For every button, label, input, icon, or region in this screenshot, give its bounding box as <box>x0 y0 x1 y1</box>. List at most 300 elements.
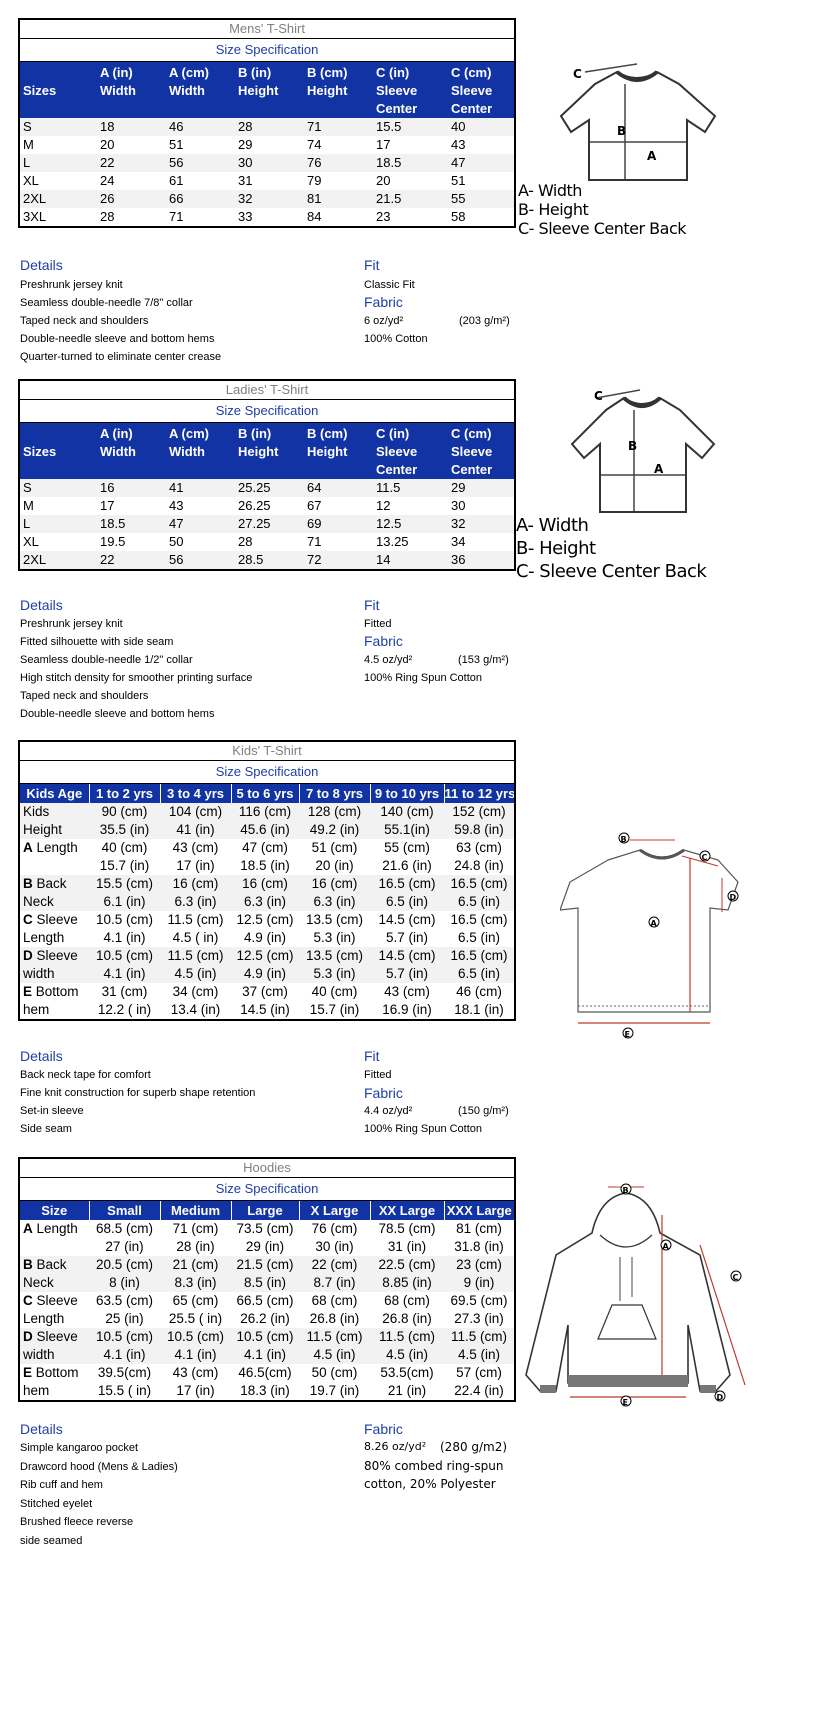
hoodies-fabric-material-2: cotton, 20% Polyester <box>364 1477 496 1491</box>
mens-header-a-in: A (in) Width <box>97 62 166 119</box>
mens-header-a-cm: A (cm) Width <box>166 62 235 119</box>
hoodies-cell: 27.3 (in) <box>454 1311 504 1326</box>
hoodies-row-label <box>19 1238 89 1256</box>
mens-cell: 26 <box>97 190 166 208</box>
table-row <box>19 875 515 893</box>
kids-row-label <box>19 983 89 1001</box>
ladies-diagram-label-b: B <box>628 439 638 453</box>
ladies-cell: 64 <box>304 479 373 497</box>
hoodies-cell: 26.8 (in) <box>309 1311 360 1326</box>
kids-cell: 16.5 (cm) <box>444 875 515 893</box>
mens-cell: M <box>23 137 34 152</box>
ladies-legend-a: A- Width <box>516 515 589 536</box>
kids-header-cell: 5 to 6 yrs <box>231 784 299 804</box>
kids-cell: 49.2 (in) <box>299 821 370 839</box>
mens-legend-c: C- Sleeve Center Back <box>518 219 686 238</box>
ladies-cell: M <box>23 498 34 513</box>
mens-cell: 3XL <box>23 209 47 224</box>
kids-cell: 13.4 (in) <box>170 1002 221 1017</box>
mens-cell: 58 <box>451 209 466 224</box>
ladies-detail-5: Taped neck and shoulders <box>20 690 149 702</box>
kids-cell: 40 (cm) <box>311 984 358 999</box>
hoodies-row-label <box>19 1310 89 1328</box>
kids-cell: 18.1 (in) <box>454 1002 504 1017</box>
kids-cell: 90 (cm) <box>89 803 160 821</box>
hoodies-header-cell: X Large <box>299 1201 370 1221</box>
ladies-diagram-label-c: C <box>594 389 603 403</box>
kids-detail-1: Back neck tape for comfort <box>20 1069 151 1081</box>
hoodies-cell: 4.1 (in) <box>160 1346 231 1364</box>
mens-cell: 74 <box>307 137 322 152</box>
kids-cell: 45.6 (in) <box>231 821 299 839</box>
kids-cell: 4.1 (in) <box>103 930 146 945</box>
ladies-title: Ladies' T-Shirt <box>19 380 515 400</box>
mens-header-c-in: C (in) Sleeve Center <box>373 62 448 119</box>
mens-cell: 71 <box>169 209 184 224</box>
ladies-detail-6: Double-needle sleeve and bottom hems <box>20 708 215 720</box>
table-row <box>19 929 515 947</box>
mens-header-row <box>19 62 515 119</box>
hoodies-cell: 4.1 (in) <box>89 1346 160 1364</box>
table-row <box>19 190 515 208</box>
mens-cell: 31 <box>238 173 253 188</box>
kids-diagram-label-d: D <box>729 893 737 902</box>
hoodies-fabric-weight: 8.26 oz/yd² <box>364 1440 427 1453</box>
hoodies-cell: 21 (cm) <box>160 1256 231 1274</box>
kids-fabric-material: 100% Ring Spun Cotton <box>364 1123 483 1135</box>
mens-detail-4: Double-needle sleeve and bottom hems <box>20 333 215 345</box>
kids-header-row <box>19 784 515 804</box>
kids-diagram-label-b: B <box>620 835 627 844</box>
hoodies-header-cell: Large <box>231 1201 299 1221</box>
kids-cell: 16.5 (cm) <box>444 947 515 965</box>
ladies-tshirt-diagram <box>562 380 727 520</box>
ladies-cell: 56 <box>166 551 235 570</box>
hoodies-fabric-heading: Fabric <box>364 1421 403 1437</box>
kids-row-label <box>19 929 89 947</box>
mens-cell: 30 <box>235 154 304 172</box>
hoodie-diagram-label-a: A <box>662 1242 669 1251</box>
table-row <box>19 1220 515 1238</box>
kids-row-text: width <box>23 966 55 981</box>
hoodies-cell: 31 (in) <box>387 1239 427 1254</box>
hoodies-cell: 21 (in) <box>387 1383 427 1398</box>
kids-cell: 4.1 (in) <box>89 965 160 983</box>
kids-cell: 6.3 (in) <box>231 893 299 911</box>
mens-subtitle: Size Specification <box>19 39 515 62</box>
hoodies-row-text: Length <box>23 1311 65 1326</box>
ladies-cell: 28 <box>238 534 253 549</box>
kids-details-heading: Details <box>20 1048 63 1064</box>
hoodies-cell: 26.2 (in) <box>240 1311 290 1326</box>
ladies-cell: 67 <box>307 498 322 513</box>
table-row <box>19 154 515 172</box>
kids-detail-4: Side seam <box>20 1123 72 1135</box>
table-row <box>19 803 515 821</box>
hoodies-cell: 21.5 (cm) <box>231 1256 299 1274</box>
ladies-cell: 16 <box>97 479 166 497</box>
hoodies-header-cell: XXX Large <box>444 1201 515 1221</box>
mens-cell: 18.5 <box>373 154 448 172</box>
table-row <box>19 497 515 515</box>
kids-row-label <box>19 911 89 929</box>
hoodies-cell: 29 (in) <box>245 1239 285 1254</box>
kids-row-text: Neck <box>23 894 54 909</box>
kids-header-cell: 7 to 8 yrs <box>299 784 370 804</box>
mens-header-sizes: Sizes <box>19 62 97 119</box>
hoodies-row-key: E <box>23 1365 33 1380</box>
ladies-fabric-heading: Fabric <box>364 633 403 649</box>
hoodie-diagram-label-b: B <box>622 1186 629 1195</box>
ladies-fabric-weight: 4.5 oz/yd² <box>364 654 413 666</box>
kids-header-cell: Kids Age <box>19 784 89 804</box>
hoodies-cell: 8.7 (in) <box>299 1274 370 1292</box>
kids-cell: 104 (cm) <box>160 803 231 821</box>
kids-cell: 6.1 (in) <box>89 893 160 911</box>
hoodies-cell: 4.5 (in) <box>370 1346 444 1364</box>
ladies-cell: 14 <box>373 551 448 570</box>
hoodies-spec-table <box>18 1157 516 1402</box>
hoodies-cell: 22.5 (cm) <box>370 1256 444 1274</box>
kids-cell: 11.5 (cm) <box>167 912 224 927</box>
mens-cell: 22 <box>97 154 166 172</box>
mens-cell: 15.5 <box>373 118 448 136</box>
table-row <box>19 893 515 911</box>
hoodies-cell: 22 (cm) <box>299 1256 370 1274</box>
mens-legend <box>518 181 686 238</box>
ladies-cell: 43 <box>169 498 184 513</box>
hoodies-cell: 27 (in) <box>105 1239 144 1254</box>
kids-cell: 128 (cm) <box>299 803 370 821</box>
kids-cell: 24.8 (in) <box>454 858 504 873</box>
hoodies-row-text: Length <box>32 1221 78 1236</box>
hoodies-detail-6: side seamed <box>20 1535 83 1547</box>
ladies-detail-2: Fitted silhouette with side seam <box>20 636 174 648</box>
mens-cell: S <box>19 118 97 136</box>
mens-cell: 18 <box>97 118 166 136</box>
ladies-header-c-in: C (in) Sleeve Center <box>373 423 448 480</box>
hoodies-cell: 78.5 (cm) <box>378 1221 436 1236</box>
kids-cell: 152 (cm) <box>444 803 515 821</box>
mens-cell: 21.5 <box>373 190 448 208</box>
kids-header-cell: 11 to 12 yrs <box>444 784 515 804</box>
hoodies-row-text: Back <box>32 1257 67 1272</box>
hoodies-cell: 68.5 (cm) <box>95 1221 153 1236</box>
ladies-cell: 47 <box>166 515 235 533</box>
kids-cell: 20 (in) <box>315 858 354 873</box>
ladies-cell: 19.5 <box>100 534 126 549</box>
mens-tshirt-diagram <box>555 62 735 187</box>
kids-cell: 21.6 (in) <box>382 858 432 873</box>
hoodies-row-label <box>19 1382 89 1401</box>
ladies-details-heading: Details <box>20 597 63 613</box>
table-row <box>19 839 515 857</box>
mens-fabric-heading: Fabric <box>364 294 403 310</box>
kids-cell: 13.5 (cm) <box>299 947 370 965</box>
hoodies-cell: 15.5 ( in) <box>97 1383 152 1398</box>
ladies-cell: XL <box>23 534 39 549</box>
kids-cell: 4.5 (in) <box>160 965 231 983</box>
hoodies-cell: 26.8 (in) <box>382 1311 432 1326</box>
mens-cell: 2XL <box>19 190 97 208</box>
kids-cell: 34 (cm) <box>172 984 219 999</box>
kids-cell: 4.9 (in) <box>243 930 287 945</box>
hoodies-cell: 10.5 (cm) <box>160 1328 231 1346</box>
hoodies-cell: 50 (cm) <box>311 1365 358 1380</box>
table-row <box>19 911 515 929</box>
kids-fabric-gsm: (150 g/m²) <box>458 1105 509 1117</box>
kids-cell: 16 (cm) <box>231 875 299 893</box>
hoodies-row-text: Neck <box>23 1275 54 1290</box>
kids-row-text: hem <box>23 1002 50 1017</box>
table-row <box>19 551 515 570</box>
ladies-cell: 18.5 <box>97 515 166 533</box>
hoodies-cell: 11.5 (cm) <box>370 1328 444 1346</box>
kids-cell: 46 (cm) <box>456 984 502 999</box>
kids-cell: 4.5 ( in) <box>172 930 219 945</box>
kids-detail-3: Set-in sleeve <box>20 1105 84 1117</box>
kids-cell: 6.3 (in) <box>160 893 231 911</box>
table-row <box>19 965 515 983</box>
kids-cell: 16.9 (in) <box>382 1002 432 1017</box>
hoodies-cell: 81 (cm) <box>456 1221 502 1236</box>
hoodies-cell: 8 (in) <box>89 1274 160 1292</box>
hoodies-header-cell: Size <box>19 1201 89 1221</box>
mens-fit-heading: Fit <box>364 257 380 273</box>
ladies-cell: 25.25 <box>235 479 304 497</box>
kids-row-text: Length <box>32 840 78 855</box>
ladies-legend-c: C- Sleeve Center Back <box>516 561 707 582</box>
kids-header-cell: 9 to 10 yrs <box>370 784 444 804</box>
kids-row-label <box>19 1001 89 1020</box>
kids-cell: 5.7 (in) <box>385 930 429 945</box>
mens-cell: 71 <box>304 118 373 136</box>
table-row <box>19 208 515 227</box>
kids-row-key: E <box>23 984 33 999</box>
mens-cell: 29 <box>238 137 253 152</box>
hoodies-detail-1: Simple kangaroo pocket <box>20 1442 139 1454</box>
hoodies-cell: 43 (cm) <box>172 1365 219 1380</box>
mens-diagram-label-c: C <box>573 67 582 81</box>
kids-diagram-label-e: E <box>624 1030 630 1039</box>
hoodies-row-text: hem <box>23 1383 50 1398</box>
kids-cell: 12.5 (cm) <box>231 947 299 965</box>
table-row <box>19 1346 515 1364</box>
mens-cell: 81 <box>304 190 373 208</box>
kids-fabric-weight: 4.4 oz/yd² <box>364 1105 413 1117</box>
hoodies-cell: 25 (in) <box>105 1311 144 1326</box>
mens-legend-a: A- Width <box>518 181 582 200</box>
kids-row-text: Kids <box>23 804 50 819</box>
hoodies-cell: 19.7 (in) <box>309 1383 360 1398</box>
table-row <box>19 533 515 551</box>
kids-row-label <box>19 875 89 893</box>
kids-row-key: B <box>23 876 33 891</box>
hoodies-cell: 39.5(cm) <box>97 1365 152 1380</box>
hoodies-detail-4: Stitched eyelet <box>20 1498 93 1510</box>
hoodies-detail-2: Drawcord hood (Mens & Ladies) <box>20 1461 178 1473</box>
kids-fabric-heading: Fabric <box>364 1085 403 1101</box>
kids-cell: 4.9 (in) <box>231 965 299 983</box>
hoodie-diagram-label-d: D <box>716 1393 724 1402</box>
hoodies-fabric-material-1: 80% combed ring-spun <box>364 1459 504 1473</box>
ladies-cell: 32 <box>448 515 515 533</box>
kids-cell: 47 (cm) <box>242 840 288 855</box>
table-row <box>19 1310 515 1328</box>
table-row <box>19 821 515 839</box>
kids-row-key: A <box>23 840 33 855</box>
mens-cell: 32 <box>235 190 304 208</box>
kids-cell: 14.5 (in) <box>240 1002 290 1017</box>
hoodies-row-label <box>19 1346 89 1364</box>
hoodie-diagram-label-c: C <box>732 1273 739 1282</box>
kids-cell: 55.1(in) <box>370 821 444 839</box>
hoodies-row-text: Bottom <box>32 1365 79 1380</box>
hoodies-cell: 10.5 (cm) <box>89 1328 160 1346</box>
hoodies-row-text: width <box>23 1347 55 1362</box>
kids-cell: 13.5 (cm) <box>305 912 363 927</box>
hoodies-row-label <box>19 1292 89 1310</box>
ladies-cell: 13.25 <box>376 534 409 549</box>
mens-detail-2: Seamless double-needle 7/8" collar <box>20 297 193 309</box>
kids-row-label <box>19 857 89 875</box>
kids-cell: 140 (cm) <box>370 803 444 821</box>
hoodies-cell: 11.5 (cm) <box>299 1328 370 1346</box>
ladies-cell: 30 <box>451 498 466 513</box>
kids-fit-value: Fitted <box>364 1069 392 1081</box>
hoodies-detail-3: Rib cuff and hem <box>20 1479 103 1491</box>
mens-header-b-cm: B (cm) Height <box>304 62 373 119</box>
mens-cell: 55 <box>448 190 515 208</box>
table-row <box>19 118 515 136</box>
ladies-cell: 28.5 <box>235 551 304 570</box>
kids-cell: 12.5 (cm) <box>236 912 294 927</box>
mens-cell: 76 <box>304 154 373 172</box>
hoodies-cell: 73.5 (cm) <box>236 1221 294 1236</box>
kids-cell: 5.7 (in) <box>370 965 444 983</box>
hoodies-row-key: D <box>23 1329 33 1344</box>
ladies-cell: 29 <box>448 479 515 497</box>
hoodies-cell: 8.85 (in) <box>370 1274 444 1292</box>
kids-cell: 63 (cm) <box>456 840 502 855</box>
hoodies-details-heading: Details <box>20 1421 63 1437</box>
kids-header-cell: 3 to 4 yrs <box>160 784 231 804</box>
table-row <box>19 1292 515 1310</box>
mens-cell: 28 <box>235 118 304 136</box>
ladies-cell: 69 <box>304 515 373 533</box>
ladies-cell: 72 <box>304 551 373 570</box>
hoodies-fabric-gsm: (280 g/m2) <box>440 1440 508 1454</box>
hoodies-row-label <box>19 1274 89 1292</box>
ladies-cell: 34 <box>451 534 466 549</box>
hoodie-diagram <box>520 1175 755 1415</box>
table-row <box>19 515 515 533</box>
kids-cell: 37 (cm) <box>242 984 288 999</box>
kids-cell: 6.3 (in) <box>299 893 370 911</box>
kids-row-key: D <box>23 948 33 963</box>
ladies-cell: 2XL <box>19 551 97 570</box>
ladies-cell: 71 <box>307 534 322 549</box>
ladies-fabric-gsm: (153 g/m²) <box>458 654 509 666</box>
kids-cell: 16.5 (cm) <box>450 912 508 927</box>
kids-cell: 16 (cm) <box>299 875 370 893</box>
ladies-cell: S <box>19 479 97 497</box>
table-row <box>19 1274 515 1292</box>
mens-cell: 20 <box>100 137 115 152</box>
hoodies-row-key: C <box>23 1293 33 1308</box>
kids-row-label <box>19 839 89 857</box>
ladies-cell: 12.5 <box>373 515 448 533</box>
hoodies-cell: 8.5 (in) <box>231 1274 299 1292</box>
mens-cell: 23 <box>376 209 391 224</box>
kids-cell: 16 (cm) <box>160 875 231 893</box>
hoodies-row-label <box>19 1220 89 1238</box>
ladies-legend <box>516 514 706 583</box>
mens-cell: 33 <box>238 209 253 224</box>
table-row <box>19 857 515 875</box>
kids-cell: 40 (cm) <box>101 840 148 855</box>
ladies-header-b-in: B (in) Height <box>235 423 304 480</box>
hoodies-row-label <box>19 1256 89 1274</box>
mens-details-heading: Details <box>20 257 63 273</box>
ladies-cell: 41 <box>166 479 235 497</box>
ladies-cell: 36 <box>448 551 515 570</box>
mens-diagram-label-b: B <box>617 124 627 138</box>
mens-cell: L <box>19 154 97 172</box>
kids-cell: 6.5 (in) <box>457 930 501 945</box>
hoodies-cell: 66.5 (cm) <box>236 1293 294 1308</box>
kids-cell: 10.5 (cm) <box>89 947 160 965</box>
hoodies-cell: 9 (in) <box>444 1274 515 1292</box>
mens-cell: 61 <box>169 173 184 188</box>
hoodies-cell: 30 (in) <box>315 1239 354 1254</box>
mens-fabric-material: 100% Cotton <box>364 333 428 345</box>
kids-diagram-label-a: A <box>650 919 657 928</box>
hoodies-subtitle: Size Specification <box>19 1178 515 1201</box>
mens-detail-1: Preshrunk jersey knit <box>20 279 123 291</box>
ladies-detail-4: High stitch density for smoother printing surface <box>20 672 253 684</box>
kids-tshirt-diagram <box>560 828 750 1043</box>
kids-row-text: Height <box>23 822 63 837</box>
ladies-header-b-cm: B (cm) Height <box>304 423 373 480</box>
kids-cell: 15.5 (cm) <box>89 875 160 893</box>
kids-cell: 6.5 (in) <box>444 893 515 911</box>
kids-subtitle: Size Specification <box>19 761 515 784</box>
kids-cell: 6.5 (in) <box>444 965 515 983</box>
kids-cell: 5.3 (in) <box>313 930 356 945</box>
hoodies-cell: 25.5 ( in) <box>168 1311 223 1326</box>
mens-cell: 84 <box>307 209 322 224</box>
kids-cell: 41 (in) <box>160 821 231 839</box>
kids-cell: 43 (cm) <box>384 984 430 999</box>
hoodies-row-key: A <box>23 1221 33 1236</box>
hoodies-cell: 22.4 (in) <box>454 1383 504 1398</box>
ladies-cell: 50 <box>169 534 184 549</box>
kids-cell: 18.5 (in) <box>240 858 290 873</box>
kids-row-label <box>19 893 89 911</box>
ladies-detail-1: Preshrunk jersey knit <box>20 618 123 630</box>
hoodies-header-cell: XX Large <box>370 1201 444 1221</box>
ladies-fit-value: Fitted <box>364 618 392 630</box>
mens-cell: 20 <box>376 173 391 188</box>
ladies-spec-table <box>18 379 516 571</box>
hoodie-diagram-label-e: E <box>622 1398 628 1407</box>
kids-cell: 14.5 (cm) <box>370 947 444 965</box>
kids-cell: 31 (cm) <box>101 984 148 999</box>
kids-row-text: Bottom <box>32 984 79 999</box>
mens-legend-b: B- Height <box>518 200 589 219</box>
hoodies-header-row <box>19 1201 515 1221</box>
